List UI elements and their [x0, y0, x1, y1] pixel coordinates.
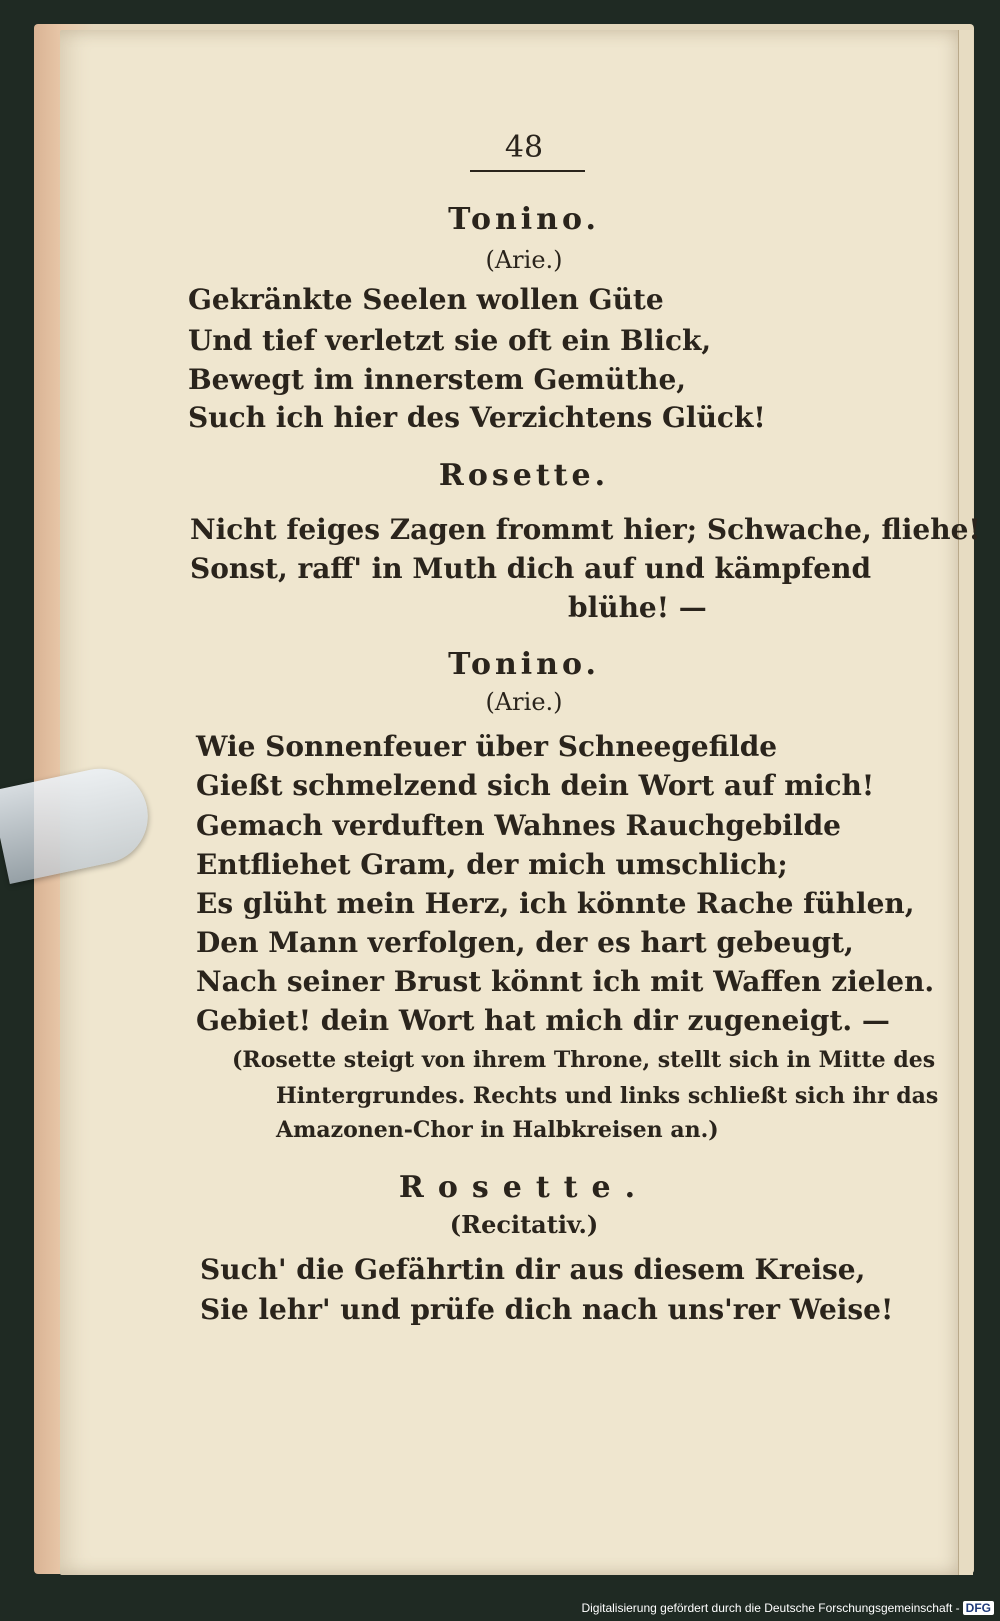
aside-recitativ: (Recitativ.) [449, 1210, 599, 1239]
aside-arie-2: (Arie.) [485, 688, 563, 716]
verse-line: Nicht feiges Zagen frommt hier; Schwache, fliehe! [190, 513, 981, 546]
speaker-tonino-2: Tonino. [448, 647, 600, 682]
verse-line: Gekränkte Seelen wollen Güte [188, 283, 664, 316]
verse-line: Gießt schmelzend sich dein Wort auf mich! [196, 769, 875, 802]
stage-direction-line: (Rosette steigt von ihrem Throne, stellt sich in Mitte des [232, 1047, 936, 1073]
dfg-logo: DFG [963, 1601, 994, 1615]
verse-line: Nach seiner Brust könnt ich mit Waffen zielen. [196, 965, 935, 998]
aside-arie-1: (Arie.) [485, 246, 563, 274]
page-number: 48 [504, 130, 544, 165]
footer-text: Digitalisierung gefördert durch die Deutsche Forschungsgemeinschaft - [581, 1601, 960, 1615]
verse-line: blühe! — [568, 591, 707, 624]
verse-line: Wie Sonnenfeuer über Schneegefilde [196, 730, 778, 763]
verse-line: Bewegt im innerstem Gemüthe, [188, 363, 687, 396]
speaker-tonino-1: Tonino. [448, 202, 600, 237]
verse-line: Gebiet! dein Wort hat mich dir zugeneigt. — [196, 1004, 890, 1037]
verse-line: Sie lehr' und prüfe dich nach uns'rer Weise! [200, 1293, 894, 1326]
verse-line: Entfliehet Gram, der mich umschlich; [196, 848, 788, 881]
verse-line: Und tief verletzt sie oft ein Blick, [188, 324, 712, 357]
stage-direction-line: Hintergrundes. Rechts und links schließt sich ihr das [276, 1083, 939, 1109]
verse-line: Es glüht mein Herz, ich könnte Rache fühlen, [196, 887, 915, 920]
verse-line: Such' die Gefährtin dir aus diesem Kreise, [200, 1253, 866, 1286]
stage-direction-line: Amazonen-Chor in Halbkreisen an.) [276, 1117, 719, 1143]
speaker-rosette-2: Rosette. [398, 1170, 650, 1205]
digitization-footer [581, 1601, 994, 1615]
verse-line: Sonst, raff' in Muth dich auf und kämpfend [190, 552, 872, 585]
verse-line: Gemach verduften Wahnes Rauchgebilde [196, 809, 841, 842]
verse-line: Den Mann verfolgen, der es hart gebeugt, [196, 926, 854, 959]
page-number-rule [470, 170, 585, 172]
speaker-rosette-1: Rosette. [438, 458, 610, 493]
verse-line: Such ich hier des Verzichtens Glück! [188, 401, 766, 434]
